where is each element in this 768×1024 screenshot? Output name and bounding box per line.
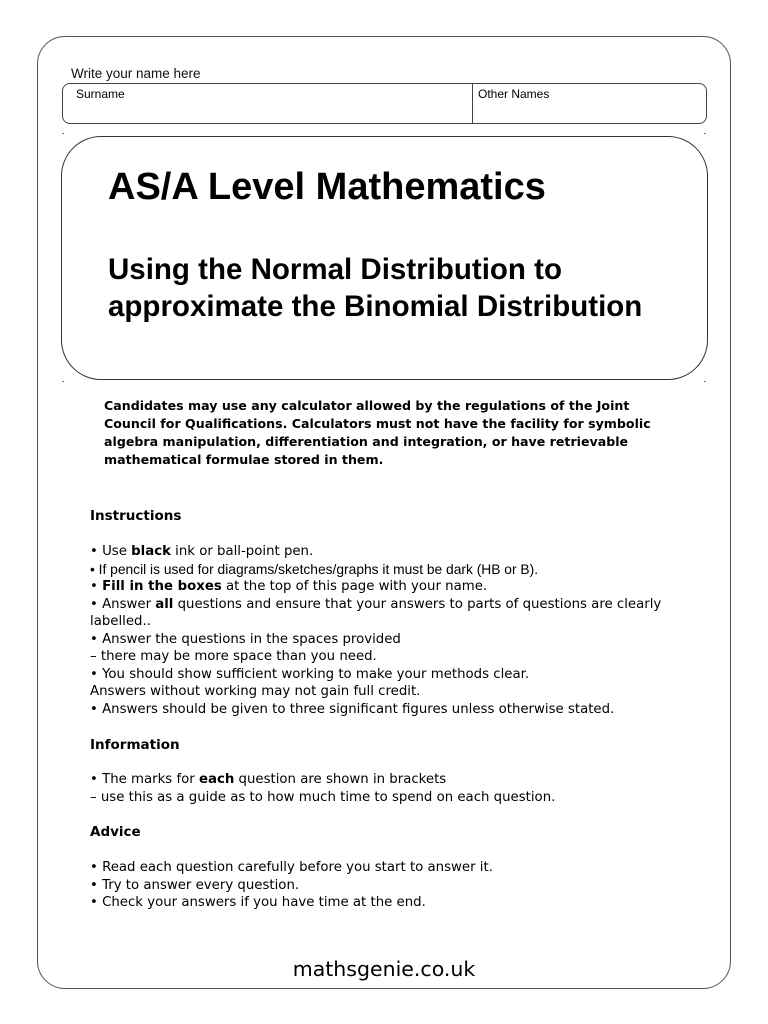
list-item	[90, 789, 690, 807]
calculator-notice: Candidates may use any calculator allowed by the regulations of the Joint Council for Qualifications. Calculators must not have the facility for symbolic algebra manipulation, differentiation and integration, or have retrievable mathematical formulae stored in them.	[104, 398, 651, 467]
page-subtitle: Using the Normal Distribution to approximate the Binomial Distribution	[108, 253, 643, 323]
information-heading: Information	[90, 737, 180, 753]
list-item	[90, 894, 690, 912]
list-item	[90, 701, 690, 719]
emphasis-text: each	[198, 772, 235, 787]
item-text: • Check your answers if you have time at the end.	[90, 895, 426, 910]
crop-mark	[62, 133, 64, 134]
item-text: • If pencil is used for diagrams/sketches/graphs it must be dark (HB or B).	[90, 561, 539, 577]
page-title: AS/A Level Mathematics	[108, 166, 546, 208]
surname-field[interactable]	[63, 84, 473, 123]
advice-heading: Advice	[90, 824, 141, 840]
other-names-field[interactable]	[473, 84, 706, 123]
list-item	[90, 596, 690, 631]
item-text: • Use	[90, 544, 132, 559]
list-item	[90, 578, 690, 596]
emphasis-text: all	[155, 596, 174, 612]
advice-list	[90, 859, 690, 912]
item-text: • Answer the questions in the spaces provided	[90, 631, 401, 647]
instructions-list	[90, 543, 690, 718]
crop-mark	[704, 381, 706, 382]
list-item	[90, 683, 690, 701]
emphasis-text: black	[131, 544, 171, 559]
title-box	[61, 136, 708, 380]
item-text: • Answers should be given to three significant figures unless otherwise stated.	[90, 701, 615, 717]
list-item	[90, 648, 690, 666]
name-caption: Write your name here	[71, 66, 201, 81]
surname-label: Surname	[76, 87, 125, 101]
emphasis-text: Fill in the boxes	[102, 579, 222, 594]
item-text: – there may be more space than you need.	[90, 649, 377, 664]
footer-website: mathsgenie.co.uk	[292, 957, 476, 981]
list-item	[90, 561, 690, 579]
name-box	[62, 83, 707, 124]
item-text: • Try to answer every question.	[90, 877, 300, 893]
item-text: at the top of this page with your name.	[221, 579, 488, 594]
crop-mark	[704, 133, 706, 134]
list-item	[90, 666, 690, 684]
list-item	[90, 771, 690, 789]
list-item	[90, 859, 690, 877]
item-text: • Answer	[90, 596, 156, 612]
item-text: question are shown in brackets	[234, 772, 447, 787]
item-text: Answers without working may not gain full credit.	[90, 684, 421, 699]
item-text: •	[90, 579, 103, 594]
information-list	[90, 771, 690, 806]
item-text: ink or ball-point pen.	[170, 544, 314, 559]
list-item	[90, 877, 690, 895]
crop-mark	[62, 381, 64, 382]
item-text: • You should show sufficient working to make your methods clear.	[90, 666, 530, 682]
item-text: – use this as a guide as to how much time to spend on each question.	[90, 789, 556, 805]
other-names-label: Other Names	[478, 87, 550, 101]
item-text: • Read each question carefully before you start to answer it.	[90, 860, 493, 875]
list-item	[90, 543, 690, 561]
instructions-heading: Instructions	[90, 508, 182, 524]
list-item	[90, 631, 690, 649]
item-text: • The marks for	[90, 772, 199, 787]
item-text: questions and ensure that your answers to parts of questions are clearly labelled..	[90, 596, 662, 629]
